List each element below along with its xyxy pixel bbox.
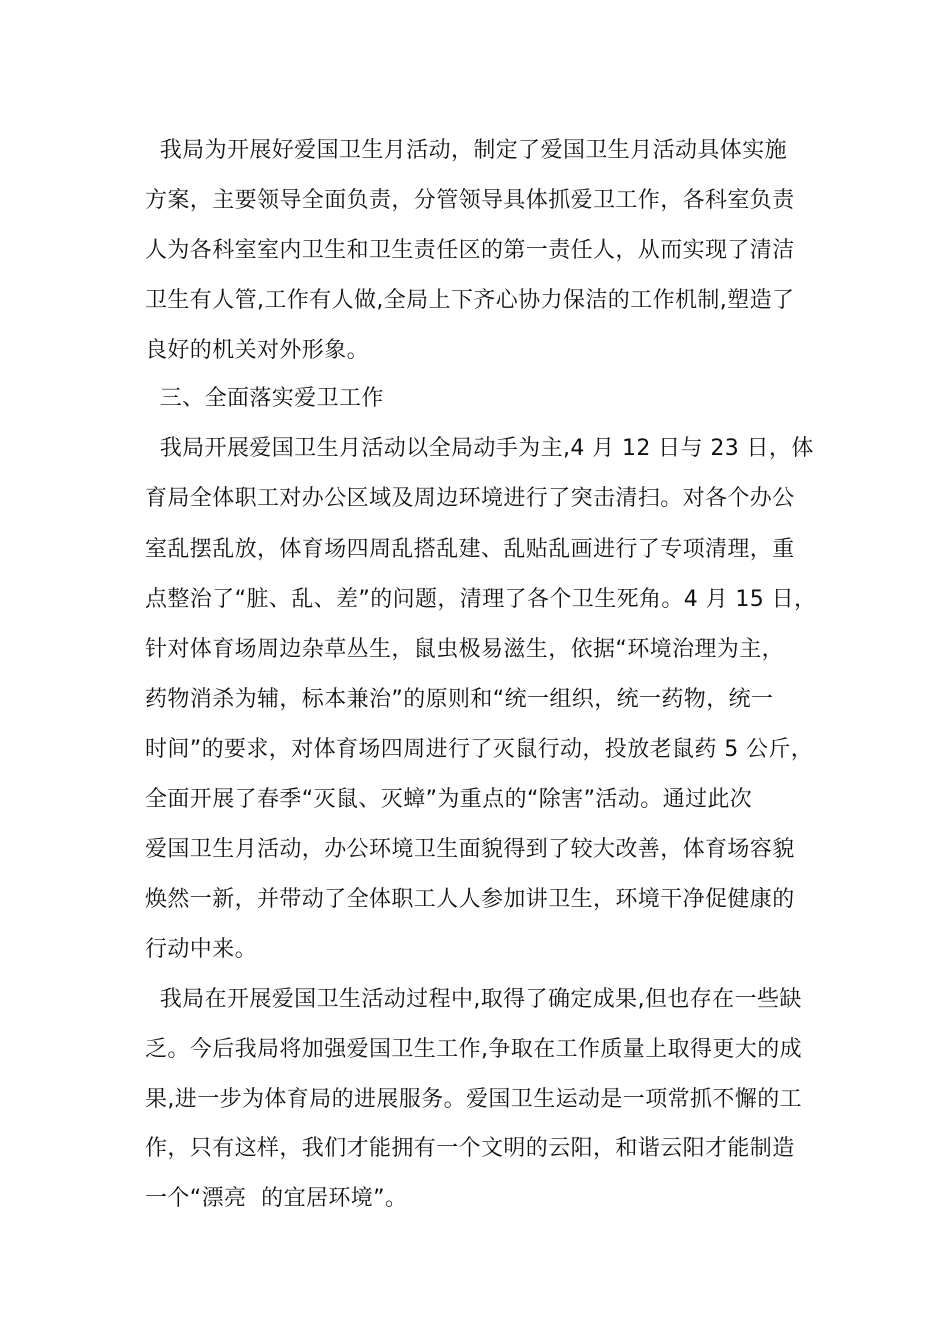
text-line: 点整治了“脏、乱、差”的问题，清理了各个卫生死角。4 月 15 日， — [145, 587, 817, 612]
text-line: 一个“漂亮 的宜居环境”。 — [145, 1186, 408, 1211]
text-line: 爱国卫生月活动，办公环境卫生面貌得到了较大改善，体育场容貌 — [145, 837, 795, 862]
text-line: 我局在开展爱国卫生活动过程中,取得了确定成果,但也存在一些缺 — [145, 987, 802, 1012]
text-line: 我局为开展好爱国卫生月活动，制定了爱国卫生月活动具体实施 — [145, 138, 787, 163]
text-line: 室乱摆乱放，体育场四周乱搭乱建、乱贴乱画进行了专项清理，重 — [145, 537, 795, 562]
text-line: 焕然一新，并带动了全体职工人人参加讲卫生，环境干净促健康的 — [145, 887, 795, 912]
text-line: 方案，主要领导全面负责，分管领导具体抓爱卫工作，各科室负责 — [145, 188, 795, 213]
text-line: 乏。今后我局将加强爱国卫生工作,争取在工作质量上取得更大的成 — [145, 1037, 802, 1062]
text-line: 全面开展了春季“灭鼠、灭蟑”为重点的“除害”活动。通过此次 — [145, 787, 753, 812]
text-line: 行动中来。 — [145, 937, 258, 962]
text-line: 我局开展爱国卫生月活动以全局动手为主,4 月 12 日与 23 日，体 — [145, 436, 814, 461]
text-line: 果,进一步为体育局的进展服务。爱国卫生运动是一项常抓不懈的工 — [145, 1087, 802, 1112]
text-line: 药物消杀为辅，标本兼治”的原则和“统一组织，统一药物，统一 — [145, 687, 774, 712]
text-line: 育局全体职工对办公区域及周边环境进行了突击清扫。对各个办公 — [145, 486, 795, 511]
text-line: 作，只有这样，我们才能拥有一个文明的云阳，和谐云阳才能制造 — [145, 1136, 795, 1161]
section-heading: 三、全面落实爱卫工作 — [145, 386, 384, 411]
text-line: 时间”的要求，对体育场四周进行了灭鼠行动，投放老鼠药 5 公斤， — [145, 737, 814, 762]
text-line: 卫生有人管,工作有人做,全局上下齐心协力保洁的工作机制,塑造了 — [145, 288, 795, 313]
text-line: 人为各科室室内卫生和卫生责任区的第一责任人，从而实现了清洁 — [145, 238, 795, 263]
text-line: 针对体育场周边杂草丛生，鼠虫极易滋生，依据“环境治理为主， — [145, 637, 784, 662]
text-line: 良好的机关对外形象。 — [145, 338, 370, 363]
